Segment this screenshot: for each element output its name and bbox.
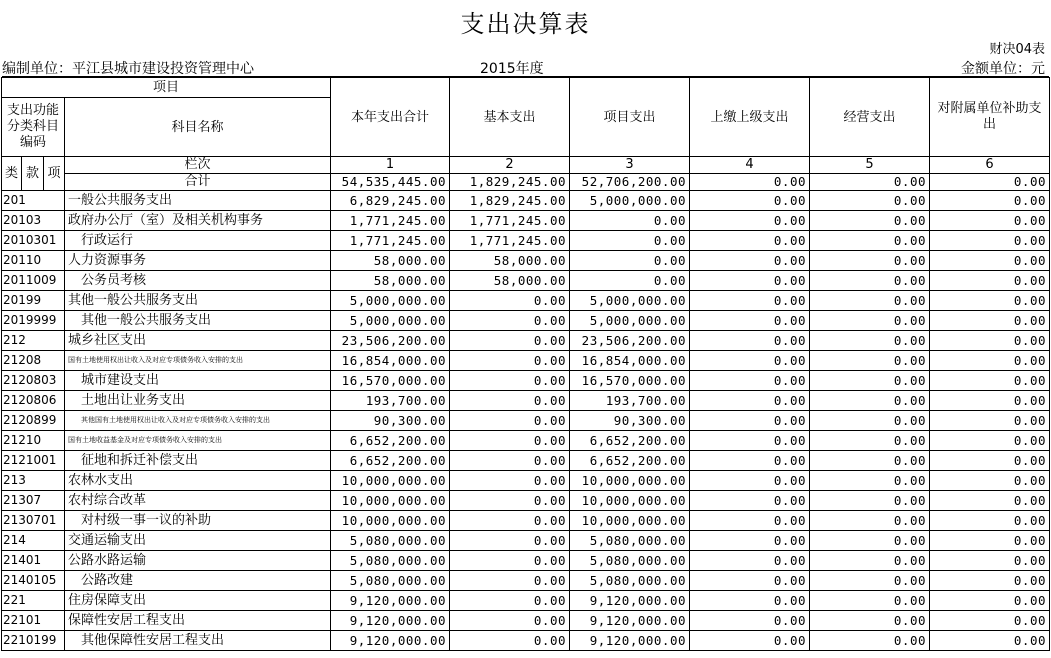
row-upper: 0.00 [690,631,810,651]
row-subject-name: 国有土地收益基金及对应专项债务收入安排的支出 [65,431,331,451]
row-total: 9,120,000.00 [331,631,450,651]
row-subject-name: 一般公共服务支出 [65,191,331,211]
row-project: 0.00 [570,211,690,231]
fiscal-year: 2015年度 [480,61,544,77]
summary-operate: 0.00 [810,174,930,191]
row-subsidy: 0.00 [930,251,1050,271]
row-subsidy: 0.00 [930,351,1050,371]
xiang-header: 项 [44,157,65,191]
table-row [2,511,1050,531]
lanci-label: 栏次 [65,157,331,174]
row-subsidy: 0.00 [930,271,1050,291]
row-operate: 0.00 [810,451,930,471]
row-subject-name: 农村综合改革 [65,491,331,511]
row-subsidy: 0.00 [930,471,1050,491]
row-upper: 0.00 [690,331,810,351]
row-operate: 0.00 [810,631,930,651]
row-total: 1,771,245.00 [331,211,450,231]
row-upper: 0.00 [690,371,810,391]
row-code: 201 [2,191,65,211]
row-code: 2121001 [2,451,65,471]
row-code: 2210199 [2,631,65,651]
col-basic-header: 基本支出 [450,78,570,157]
row-upper: 0.00 [690,471,810,491]
row-upper: 0.00 [690,211,810,231]
table-row [2,251,1050,271]
row-project: 16,854,000.00 [570,351,690,371]
row-project: 9,120,000.00 [570,591,690,611]
summary-project: 52,706,200.00 [570,174,690,191]
row-subsidy: 0.00 [930,451,1050,471]
row-project: 5,080,000.00 [570,531,690,551]
row-subject-name: 住房保障支出 [65,591,331,611]
row-subject-name: 其他国有土地使用权出让收入及对应专项债务收入安排的支出 [65,411,331,431]
row-operate: 0.00 [810,611,930,631]
row-operate: 0.00 [810,211,930,231]
row-code: 2120899 [2,411,65,431]
row-project: 0.00 [570,251,690,271]
col-number-5: 5 [810,157,930,174]
org-label: 编制单位：平江县城市建设投资管理中心 [2,61,254,77]
row-code: 214 [2,531,65,551]
row-subject-name: 公路水路运输 [65,551,331,571]
row-code: 212 [2,331,65,351]
row-subsidy: 0.00 [930,291,1050,311]
row-basic: 58,000.00 [450,251,570,271]
summary-subsidy: 0.00 [930,174,1050,191]
row-operate: 0.00 [810,571,930,591]
row-upper: 0.00 [690,191,810,211]
row-code: 2010301 [2,231,65,251]
row-project: 23,506,200.00 [570,331,690,351]
row-project: 5,080,000.00 [570,571,690,591]
row-total: 5,000,000.00 [331,311,450,331]
col-total-header: 本年支出合计 [331,78,450,157]
row-subject-name: 征地和拆迁补偿支出 [65,451,331,471]
table-row [2,591,1050,611]
lei-header: 类 [2,157,22,191]
table-row [2,411,1050,431]
row-project: 10,000,000.00 [570,471,690,491]
table-row [2,291,1050,311]
summary-row [2,174,1050,191]
row-subject-name: 行政运行 [65,231,331,251]
row-subsidy: 0.00 [930,551,1050,571]
row-total: 5,080,000.00 [331,551,450,571]
row-subject-name: 其他保障性安居工程支出 [65,631,331,651]
row-total: 10,000,000.00 [331,471,450,491]
row-upper: 0.00 [690,591,810,611]
row-total: 58,000.00 [331,251,450,271]
row-basic: 0.00 [450,571,570,591]
row-total: 58,000.00 [331,271,450,291]
row-project: 5,000,000.00 [570,311,690,331]
table-row [2,551,1050,571]
row-total: 23,506,200.00 [331,331,450,351]
row-subject-name: 其他一般公共服务支出 [65,311,331,331]
row-operate: 0.00 [810,191,930,211]
row-operate: 0.00 [810,391,930,411]
table-row [2,451,1050,471]
row-subsidy: 0.00 [930,511,1050,531]
row-upper: 0.00 [690,351,810,371]
row-subsidy: 0.00 [930,591,1050,611]
row-total: 5,080,000.00 [331,571,450,591]
row-operate: 0.00 [810,371,930,391]
row-upper: 0.00 [690,571,810,591]
row-operate: 0.00 [810,491,930,511]
row-subject-name: 国有土地使用权出让收入及对应专项债务收入安排的支出 [65,351,331,371]
row-subsidy: 0.00 [930,231,1050,251]
row-upper: 0.00 [690,451,810,471]
row-subject-name: 其他一般公共服务支出 [65,291,331,311]
row-total: 10,000,000.00 [331,491,450,511]
row-basic: 0.00 [450,431,570,451]
row-total: 16,854,000.00 [331,351,450,371]
row-basic: 0.00 [450,531,570,551]
row-upper: 0.00 [690,511,810,531]
row-operate: 0.00 [810,331,930,351]
row-subsidy: 0.00 [930,391,1050,411]
row-operate: 0.00 [810,471,930,491]
row-project: 6,652,200.00 [570,431,690,451]
summary-upper: 0.00 [690,174,810,191]
table-row [2,431,1050,451]
subject-name-header: 科目名称 [65,98,331,157]
row-upper: 0.00 [690,411,810,431]
row-code: 20103 [2,211,65,231]
row-project: 0.00 [570,231,690,251]
row-project: 5,000,000.00 [570,191,690,211]
row-operate: 0.00 [810,531,930,551]
row-project: 6,652,200.00 [570,451,690,471]
table-row [2,331,1050,351]
row-subsidy: 0.00 [930,491,1050,511]
row-total: 16,570,000.00 [331,371,450,391]
row-code: 22101 [2,611,65,631]
row-code: 20110 [2,251,65,271]
row-basic: 0.00 [450,351,570,371]
table-row [2,371,1050,391]
row-basic: 0.00 [450,391,570,411]
row-subsidy: 0.00 [930,611,1050,631]
row-subject-name: 城乡社区支出 [65,331,331,351]
row-project: 5,000,000.00 [570,291,690,311]
row-total: 6,829,245.00 [331,191,450,211]
row-subject-name: 公务员考核 [65,271,331,291]
row-basic: 1,771,245.00 [450,231,570,251]
table-row [2,631,1050,651]
row-project: 0.00 [570,271,690,291]
row-basic: 0.00 [450,551,570,571]
row-upper: 0.00 [690,251,810,271]
row-subsidy: 0.00 [930,431,1050,451]
row-operate: 0.00 [810,411,930,431]
row-basic: 1,829,245.00 [450,191,570,211]
unit-line [2,58,1049,78]
expenditure-table [1,77,1050,651]
row-subsidy: 0.00 [930,331,1050,351]
table-row [2,351,1050,371]
row-basic: 0.00 [450,451,570,471]
row-upper: 0.00 [690,391,810,411]
row-upper: 0.00 [690,491,810,511]
table-row [2,311,1050,331]
row-code: 21210 [2,431,65,451]
row-project: 193,700.00 [570,391,690,411]
row-code: 21208 [2,351,65,371]
table-row [2,391,1050,411]
table-row [2,611,1050,631]
summary-total: 54,535,445.00 [331,174,450,191]
row-subject-name: 人力资源事务 [65,251,331,271]
col-subsidy-header: 对附属单位补助支出 [930,78,1050,157]
row-basic: 0.00 [450,511,570,531]
row-subsidy: 0.00 [930,531,1050,551]
row-subsidy: 0.00 [930,311,1050,331]
row-code: 20199 [2,291,65,311]
row-operate: 0.00 [810,231,930,251]
row-subject-name: 政府办公厅（室）及相关机构事务 [65,211,331,231]
row-subsidy: 0.00 [930,631,1050,651]
currency-unit: 金额单位：元 [961,61,1045,77]
row-basic: 0.00 [450,471,570,491]
row-operate: 0.00 [810,351,930,371]
row-operate: 0.00 [810,551,930,571]
row-upper: 0.00 [690,311,810,331]
row-subsidy: 0.00 [930,191,1050,211]
table-row [2,231,1050,251]
row-subject-name: 对村级一事一议的补助 [65,511,331,531]
row-operate: 0.00 [810,251,930,271]
row-basic: 58,000.00 [450,271,570,291]
row-code: 21307 [2,491,65,511]
table-row [2,211,1050,231]
col-number-1: 1 [331,157,450,174]
row-operate: 0.00 [810,271,930,291]
row-basic: 0.00 [450,491,570,511]
row-project: 5,080,000.00 [570,551,690,571]
form-number: 财决04表 [989,42,1045,57]
row-basic: 0.00 [450,291,570,311]
table-row [2,471,1050,491]
row-upper: 0.00 [690,271,810,291]
row-subject-name: 公路改建 [65,571,331,591]
row-operate: 0.00 [810,311,930,331]
row-upper: 0.00 [690,431,810,451]
row-basic: 0.00 [450,331,570,351]
row-upper: 0.00 [690,611,810,631]
row-total: 5,000,000.00 [331,291,450,311]
col-operate-header: 经营支出 [810,78,930,157]
row-subject-name: 城市建设支出 [65,371,331,391]
row-subject-name: 保障性安居工程支出 [65,611,331,631]
table-row [2,491,1050,511]
col-number-3: 3 [570,157,690,174]
col-project-header: 项目支出 [570,78,690,157]
row-basic: 0.00 [450,411,570,431]
kuan-header: 款 [22,157,44,191]
page-title: 支出决算表 [460,10,591,38]
summary-label: 合计 [65,174,331,191]
row-upper: 0.00 [690,231,810,251]
row-code: 21401 [2,551,65,571]
col-number-4: 4 [690,157,810,174]
row-code: 2120803 [2,371,65,391]
row-project: 9,120,000.00 [570,631,690,651]
row-code: 213 [2,471,65,491]
summary-basic: 1,829,245.00 [450,174,570,191]
row-upper: 0.00 [690,551,810,571]
table-row [2,531,1050,551]
row-upper: 0.00 [690,531,810,551]
row-total: 10,000,000.00 [331,511,450,531]
row-basic: 0.00 [450,371,570,391]
row-total: 6,652,200.00 [331,451,450,471]
row-total: 5,080,000.00 [331,531,450,551]
row-project: 10,000,000.00 [570,511,690,531]
col-number-2: 2 [450,157,570,174]
row-subsidy: 0.00 [930,571,1050,591]
row-total: 6,652,200.00 [331,431,450,451]
row-total: 1,771,245.00 [331,231,450,251]
row-code: 2120806 [2,391,65,411]
row-subject-name: 交通运输支出 [65,531,331,551]
col-number-6: 6 [930,157,1050,174]
table-row [2,271,1050,291]
row-project: 16,570,000.00 [570,371,690,391]
row-subsidy: 0.00 [930,411,1050,431]
row-code: 221 [2,591,65,611]
row-total: 90,300.00 [331,411,450,431]
row-operate: 0.00 [810,291,930,311]
row-operate: 0.00 [810,431,930,451]
row-subsidy: 0.00 [930,371,1050,391]
row-total: 193,700.00 [331,391,450,411]
table-row [2,571,1050,591]
row-code: 2011009 [2,271,65,291]
func-code-header: 支出功能分类科目编码 [2,98,65,157]
row-code: 2140105 [2,571,65,591]
row-project: 90,300.00 [570,411,690,431]
row-subject-name: 农林水支出 [65,471,331,491]
col-upper-header: 上缴上级支出 [690,78,810,157]
row-basic: 0.00 [450,591,570,611]
row-basic: 0.00 [450,631,570,651]
table-row [2,191,1050,211]
row-upper: 0.00 [690,291,810,311]
row-project: 9,120,000.00 [570,611,690,631]
row-code: 2019999 [2,311,65,331]
row-project: 10,000,000.00 [570,491,690,511]
row-basic: 0.00 [450,311,570,331]
row-basic: 0.00 [450,611,570,631]
row-operate: 0.00 [810,591,930,611]
row-basic: 1,771,245.00 [450,211,570,231]
item-group-header: 项目 [2,78,331,98]
row-total: 9,120,000.00 [331,591,450,611]
row-subsidy: 0.00 [930,211,1050,231]
row-code: 2130701 [2,511,65,531]
row-subject-name: 土地出让业务支出 [65,391,331,411]
row-total: 9,120,000.00 [331,611,450,631]
row-operate: 0.00 [810,511,930,531]
